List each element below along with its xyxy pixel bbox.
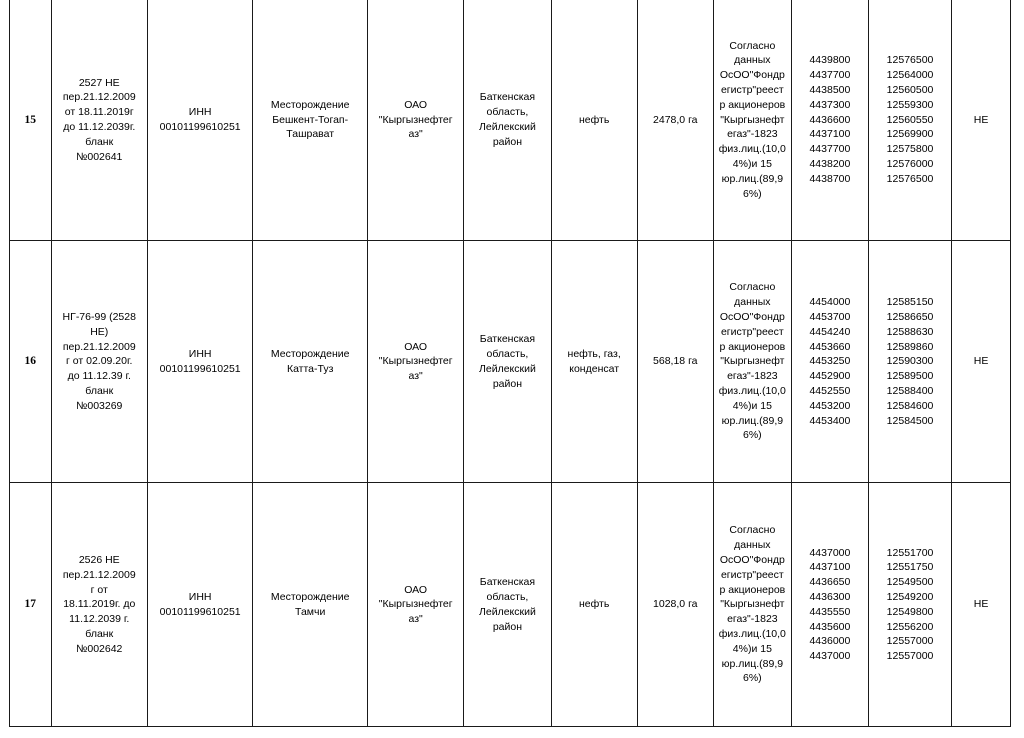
mark-text: НЕ — [973, 355, 989, 368]
inn-cell — [147, 240, 252, 483]
shareholders-cell — [713, 483, 791, 727]
coords-y-cell — [868, 0, 951, 240]
coords-y-list — [887, 295, 934, 428]
inn-text: ИНН 00101199610251 — [159, 590, 241, 618]
location-text: Баткенская область, Лейлекский район — [479, 333, 536, 390]
location-cell — [464, 483, 551, 727]
coords-x-cell — [791, 0, 868, 240]
resource-cell — [551, 240, 637, 483]
resource-cell — [551, 0, 637, 240]
coord-x: 4454000 — [809, 296, 851, 309]
coord-y: 12585150 — [886, 296, 934, 309]
coord-x: 4437100 — [809, 561, 851, 574]
location-text: Баткенская область, Лейлекский район — [479, 91, 536, 148]
coord-y: 12576000 — [886, 157, 934, 170]
license-cell — [51, 240, 147, 483]
coord-y: 12588630 — [886, 325, 934, 338]
coord-y: 12560550 — [886, 113, 934, 126]
coord-x: 4437700 — [809, 143, 851, 156]
resource-text: нефть — [578, 598, 610, 611]
area-text: 568,18 га — [653, 355, 698, 368]
coord-x: 4453250 — [809, 355, 851, 368]
company-cell — [367, 483, 463, 727]
coord-x: 4436600 — [809, 113, 851, 126]
coord-y: 12584600 — [886, 399, 934, 412]
coord-x: 4453200 — [809, 399, 851, 412]
coord-x: 4439800 — [809, 54, 851, 67]
table-row — [10, 0, 1011, 240]
deposit-text: Месторождение Катта-Туз — [270, 347, 350, 375]
coords-x-list — [809, 53, 850, 186]
coords-x-list — [809, 546, 850, 664]
coord-y: 12549500 — [886, 576, 934, 589]
mark-cell — [952, 240, 1011, 483]
coord-y: 12564000 — [886, 69, 934, 82]
inn-text: ИНН 00101199610251 — [159, 347, 241, 375]
coord-y: 12560500 — [886, 84, 934, 96]
license-cell — [51, 0, 147, 240]
deposit-text: Месторождение Тамчи — [270, 590, 350, 618]
coord-x: 4437000 — [809, 650, 851, 663]
mark-cell — [952, 0, 1011, 240]
coords-y-cell — [868, 240, 951, 483]
coord-y: 12557000 — [886, 650, 934, 663]
license-registry-table — [9, 0, 1011, 727]
coord-x: 4437000 — [809, 546, 851, 559]
coord-x: 4435600 — [809, 620, 851, 633]
company-cell — [367, 240, 463, 483]
deposit-cell — [253, 483, 368, 727]
resource-cell — [551, 483, 637, 727]
deposit-cell — [253, 240, 368, 483]
coord-y: 12588400 — [886, 384, 934, 397]
location-text: Баткенская область, Лейлекский район — [479, 576, 536, 633]
coord-y: 12589500 — [886, 370, 934, 383]
company-text: ОАО "Кыргызнефтег аз" — [378, 98, 453, 141]
license-text: НГ-76-99 (2528 НЕ) пер.21.12.2009 г от 02.09.20г. до 11.12.39 г. бланк №003269 — [62, 310, 136, 412]
coord-x: 4452550 — [809, 384, 851, 397]
coords-y-list — [887, 53, 934, 186]
coord-y: 12557000 — [886, 635, 934, 648]
mark-cell — [952, 483, 1011, 727]
coord-x: 4436650 — [809, 576, 851, 589]
area-cell — [637, 0, 713, 240]
license-registry-sheet — [9, 0, 1011, 727]
coord-x: 4435550 — [809, 605, 851, 618]
coord-x: 4437100 — [809, 128, 851, 141]
inn-cell — [147, 483, 252, 727]
area-cell — [637, 240, 713, 483]
coord-x: 4437700 — [809, 69, 851, 82]
company-cell — [367, 0, 463, 240]
resource-text: нефть — [578, 113, 610, 126]
company-text: ОАО "Кыргызнефтег аз" — [378, 340, 453, 383]
coord-y: 12589860 — [886, 340, 934, 353]
coord-x: 4436300 — [809, 590, 851, 603]
license-text: 2527 НЕ пер.21.12.2009 от 18.11.2019г до 11.12.2039г. бланк №002641 — [62, 76, 136, 163]
table-row — [10, 240, 1011, 483]
coord-y: 12584500 — [886, 414, 934, 427]
license-text: 2526 НЕ пер.21.12.2009 г от 18.11.2019г. до 11.12.2039 г. бланк №002642 — [62, 553, 136, 655]
coord-x: 4438500 — [809, 84, 851, 96]
coord-y: 12551750 — [886, 561, 934, 574]
coord-y: 12590300 — [886, 355, 934, 368]
coord-y: 12569900 — [886, 128, 934, 141]
shareholders-cell — [713, 240, 791, 483]
table-row — [10, 483, 1011, 727]
coord-y: 12576500 — [886, 54, 934, 67]
coord-x: 4438200 — [809, 157, 851, 170]
area-text: 2478,0 га — [653, 113, 698, 126]
area-text: 1028,0 га — [653, 598, 698, 611]
coords-y-list — [887, 546, 934, 664]
coord-x: 4438700 — [809, 172, 851, 185]
inn-text: ИНН 00101199610251 — [159, 106, 241, 133]
coord-y: 12549200 — [886, 590, 934, 603]
coord-y: 12586650 — [886, 310, 934, 323]
coord-y: 12556200 — [886, 620, 934, 633]
coords-x-list — [809, 295, 850, 428]
coord-x: 4454240 — [809, 325, 851, 338]
inn-cell — [147, 0, 252, 240]
coord-y: 12551700 — [886, 546, 934, 559]
shareholders-text: Согласно данных ОсОО"Фондр егистр"реест р акционеров "Кыргызнефт егаз"-1823 физ.лиц.(10,0 4%)и 15 юр.лиц.(89,9 6%) — [718, 39, 786, 200]
resource-text: нефть, газ, конденсат — [567, 347, 621, 375]
location-cell — [464, 0, 551, 240]
location-cell — [464, 240, 551, 483]
mark-text: НЕ — [973, 598, 989, 611]
deposit-cell — [253, 0, 368, 240]
shareholders-text: Согласно данных ОсОО"Фондр егистр"реест р акционеров "Кыргызнефт егаз"-1823 физ.лиц.(10,0 4%)и 15 юр.лиц.(89,9 6%) — [718, 524, 786, 685]
coord-y: 12549800 — [886, 605, 934, 618]
coord-x: 4453700 — [809, 310, 851, 323]
row-number: 15 — [10, 0, 52, 240]
company-text: ОАО "Кыргызнефтег аз" — [378, 583, 453, 626]
coord-y: 12575800 — [886, 143, 934, 156]
license-cell — [51, 483, 147, 727]
coord-y: 12576500 — [886, 172, 934, 185]
deposit-text: Месторождение Бешкент-Тогап- Ташрават — [270, 98, 350, 141]
coord-y: 12559300 — [886, 98, 934, 111]
coord-x: 4452900 — [809, 370, 851, 383]
coord-x: 4436000 — [809, 635, 851, 648]
coords-x-cell — [791, 240, 868, 483]
area-cell — [637, 483, 713, 727]
coord-x: 4453400 — [809, 414, 851, 427]
row-number: 16 — [10, 240, 52, 483]
shareholders-text: Согласно данных ОсОО"Фондр егистр"реест р акционеров "Кыргызнефт егаз"-1823 физ.лиц.(10,0 4%)и 15 юр.лиц.(89,9 6%) — [718, 281, 786, 442]
shareholders-cell — [713, 0, 791, 240]
row-number: 17 — [10, 483, 52, 727]
coord-x: 4437300 — [809, 98, 851, 111]
coord-x: 4453660 — [809, 340, 851, 353]
coords-y-cell — [868, 483, 951, 727]
mark-text: НЕ — [973, 113, 989, 126]
coords-x-cell — [791, 483, 868, 727]
